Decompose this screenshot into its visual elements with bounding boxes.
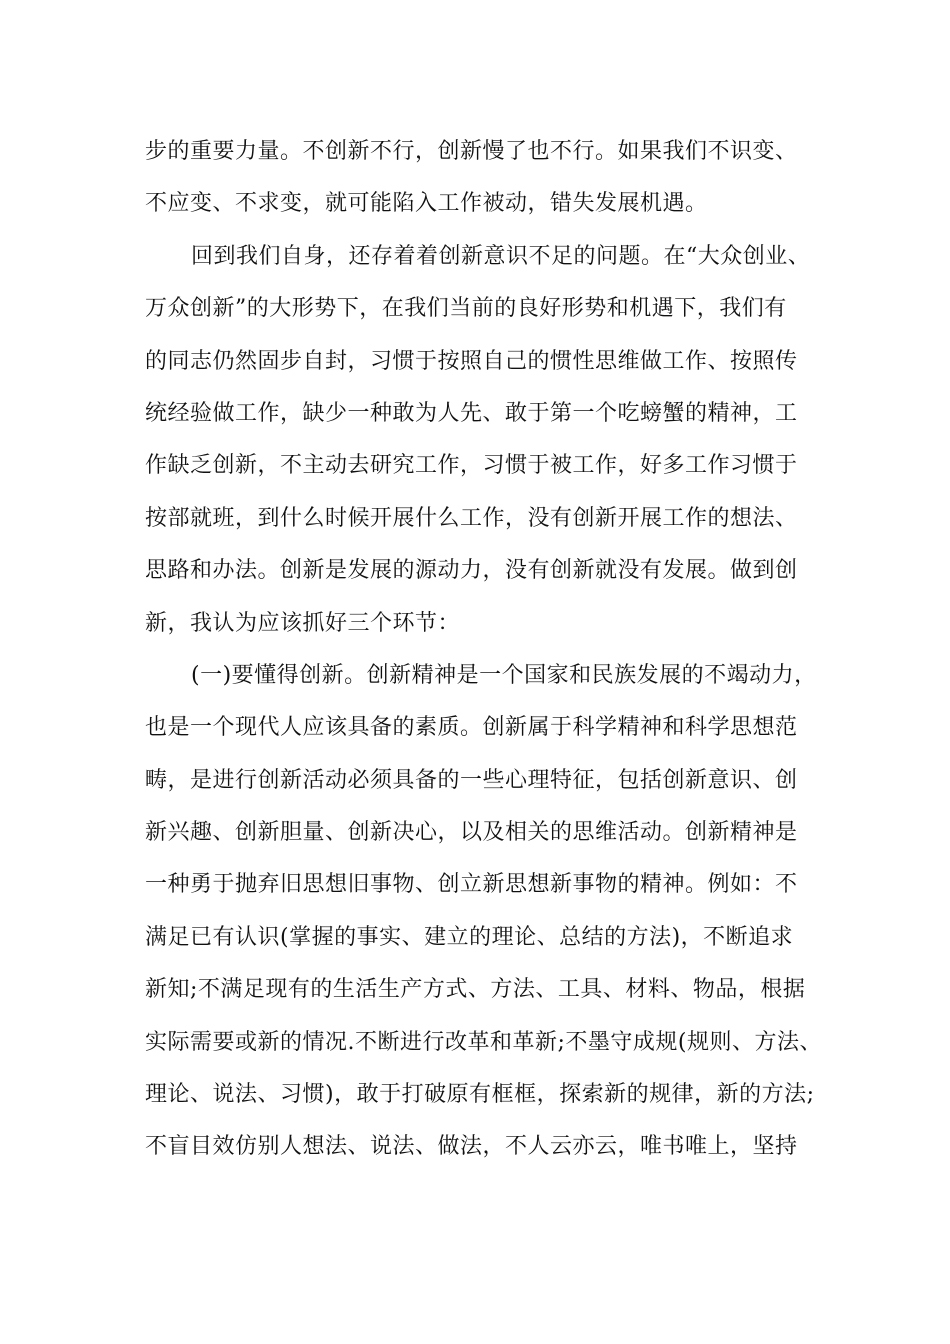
paragraph-2-line-2: 万众创新”的大形势下，在我们当前的良好形势和机遇下，我们有 — [145, 296, 787, 322]
paragraph-3-line-9: 理论、说法、习惯)，敢于打破原有框框，探索新的规律，新的方法; — [145, 1082, 815, 1108]
paragraph-3-line-1: (一)要懂得创新。创新精神是一个国家和民族发展的不竭动力， — [191, 662, 817, 688]
paragraph-2-line-7: 思路和办法。创新是发展的源动力，没有创新就没有发展。做到创 — [145, 558, 798, 584]
paragraph-3-line-2: 也是一个现代人应该具备的素质。创新属于科学精神和科学思想范 — [145, 715, 798, 741]
paragraph-3-line-8: 实际需要或新的情况.不断进行改革和革新;不墨守成规(规则、方法、 — [145, 1029, 822, 1055]
paragraph-3-line-10: 不盲目效仿别人想法、说法、做法，不人云亦云，唯书唯上，坚持 — [145, 1134, 798, 1160]
paragraph-3-line-5: 一种勇于抛弃旧思想旧事物、创立新思想新事物的精神。例如：不 — [145, 872, 798, 898]
paragraph-2-line-8: 新，我认为应该抓好三个环节： — [145, 610, 461, 636]
paragraph-2-line-6: 按部就班，到什么时候开展什么工作，没有创新开展工作的想法、 — [145, 505, 798, 531]
paragraph-3-line-4: 新兴趣、创新胆量、创新决心，以及相关的思维活动。创新精神是 — [145, 820, 798, 846]
paragraph-2-line-5: 作缺乏创新，不主动去研究工作，习惯于被工作，好多工作习惯于 — [145, 453, 798, 479]
paragraph-2-line-1: 回到我们自身，还存着着创新意识不足的问题。在“大众创业、 — [191, 243, 811, 269]
paragraph-1-line-2: 不应变、不求变，就可能陷入工作被动，错失发展机遇。 — [145, 191, 708, 217]
document-body — [145, 130, 835, 1178]
paragraph-2-line-4: 统经验做工作，缺少一种敢为人先、敢于第一个吃螃蟹的精神，工 — [145, 400, 798, 426]
paragraph-3-line-6: 满足已有认识(掌握的事实、建立的理论、总结的方法)，不断追求 — [145, 924, 794, 950]
paragraph-1-line-1: 步的重要力量。不创新不行，创新慢了也不行。如果我们不识变、 — [145, 139, 798, 164]
paragraph-3-line-3: 畴，是进行创新活动必须具备的一些心理特征，包括创新意识、创 — [145, 767, 798, 793]
paragraph-2-line-3: 的同志仍然固步自封，习惯于按照自己的惯性思维做工作、按照传 — [145, 348, 798, 374]
paragraph-3-line-7: 新知;不满足现有的生活生产方式、方法、工具、材料、物品，根据 — [145, 977, 806, 1003]
